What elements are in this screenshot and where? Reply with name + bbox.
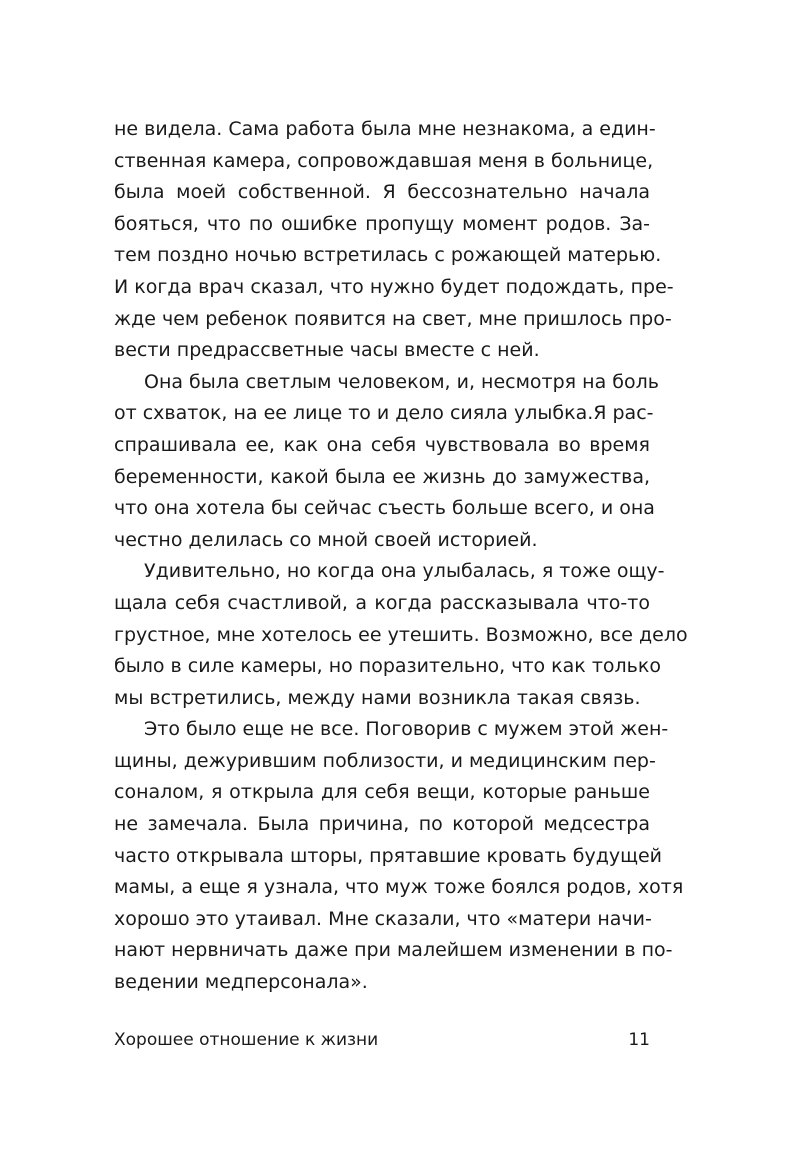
text-line: мамы, а еще я узнала, что муж тоже боялся родов, хотя <box>114 876 684 899</box>
text-line: часто открывала шторы, прятавшие кровать будущей <box>114 844 663 867</box>
text-line: что она хотела бы сейчас съесть больше всего, и она <box>114 497 655 520</box>
page-footer <box>114 1026 650 1054</box>
text-line: не замечала. Была причина, по которой медсестра <box>114 813 650 836</box>
text-line: ственная камера, сопровождавшая меня в больнице, <box>114 149 654 172</box>
text-line: вести предрассветные часы вместе с ней. <box>114 339 540 362</box>
text-line: бояться, что по ошибке пропущу момент родов. За- <box>114 212 650 235</box>
text-line: была моей собственной. Я бессознательно начала <box>114 181 650 204</box>
text-line: щины, дежурившим поблизости, и медицинским пер- <box>114 749 656 772</box>
text-line: И когда врач сказал, что нужно будет подождать, пре- <box>114 275 674 298</box>
page-number: 11 <box>628 1030 650 1050</box>
paragraph-first-line: Она была светлым человеком, и, несмотря на боль <box>144 370 659 393</box>
text-line: ведении медперсонала». <box>114 971 368 994</box>
text-line: беременности, какой была ее жизнь до замужества, <box>114 465 650 488</box>
paragraph-first-line: Удивительно, но когда она улыбалась, я тоже ощу- <box>144 560 665 583</box>
paragraph-first-line: Это было еще не все. Поговорив с мужем этой жен- <box>144 718 669 741</box>
text-line: честно делилась со мной своей историей. <box>114 528 538 551</box>
text-line: щала себя счастливой, а когда рассказывала что-то <box>114 591 650 614</box>
text-line: соналом, я открыла для себя вещи, которые раньше <box>114 781 650 804</box>
text-line: от схваток, на ее лице то и дело сияла улыбка.Я рас- <box>114 402 654 425</box>
text-line: не видела. Сама работа была мне незнакома, а един- <box>114 118 656 140</box>
text-line: грустное, мне хотелось ее утешить. Возможно, все дело <box>114 623 688 646</box>
body-text <box>114 114 688 999</box>
text-line: тем поздно ночью встретилась с рожающей матерью. <box>114 244 662 267</box>
text-line: нают нервничать даже при малейшем изменении в по- <box>114 939 673 962</box>
running-title: Хорошее отношение к жизни <box>114 1030 379 1050</box>
text-line: было в силе камеры, но поразительно, что как только <box>114 655 661 678</box>
text-line: жде чем ребенок появится на свет, мне пришлось про- <box>114 307 672 330</box>
text-line: спрашивала ее, как она себя чувствовала во время <box>114 433 650 456</box>
text-line: мы встретились, между нами возникла такая связь. <box>114 686 641 709</box>
text-line: хорошо это утаивал. Мне сказали, что «матери начи- <box>114 907 652 930</box>
